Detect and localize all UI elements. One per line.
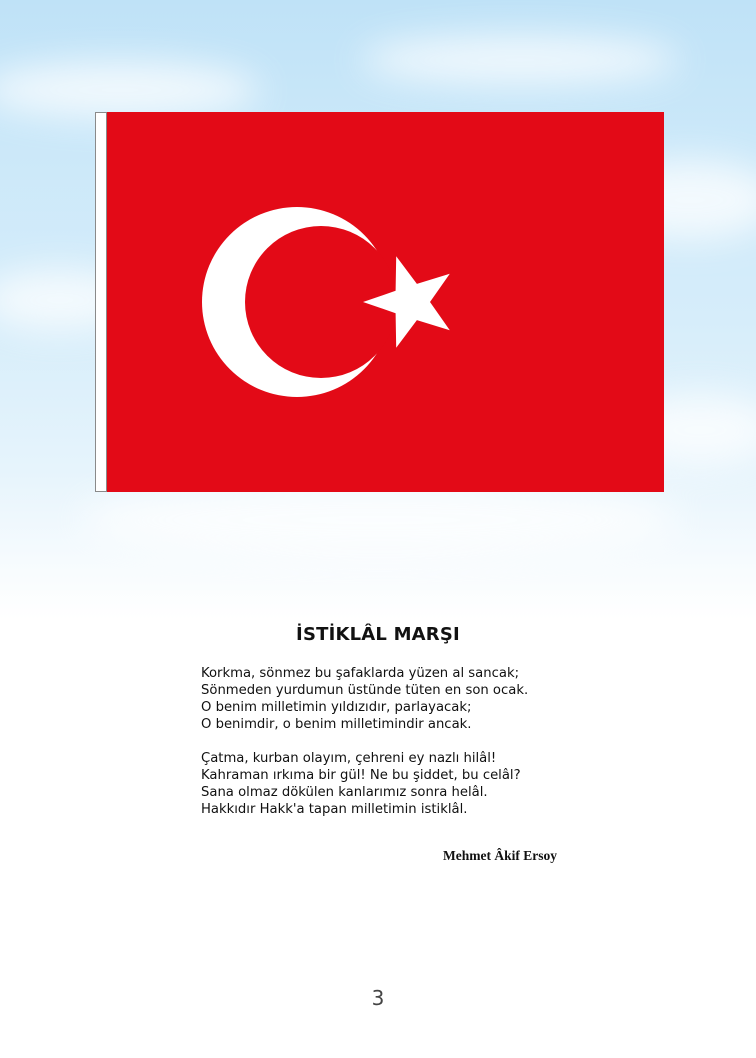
verse-line: O benimdir, o benim milletimindir ancak. xyxy=(201,717,472,732)
verse-line: Hakkıdır Hakk'a tapan milletimin istiklâl. xyxy=(201,802,468,817)
verse-line: O benim milletimin yıldızıdır, parlayacak; xyxy=(201,700,472,715)
verse-line: Sönmeden yurdumun üstünde tüten en son ocak. xyxy=(201,683,529,698)
poem-author: Mehmet Âkif Ersoy xyxy=(443,848,557,863)
verse-line: Korkma, sönmez bu şafaklarda yüzen al sancak; xyxy=(201,666,520,681)
verse-line: Kahraman ırkıma bir gül! Ne bu şiddet, bu celâl? xyxy=(201,768,521,783)
poem-stanza-2 xyxy=(201,750,756,818)
flag-pole xyxy=(95,112,107,492)
poem-section xyxy=(0,624,756,863)
verse-line: Sana olmaz dökülen kanlarımız sonra helâl. xyxy=(201,785,488,800)
turkish-flag-with-pole xyxy=(95,112,664,492)
page-number: 3 xyxy=(371,986,385,1010)
poem-title: İSTİKLÂL MARŞI xyxy=(296,624,460,645)
poem-stanza-1 xyxy=(201,665,756,733)
turkish-flag xyxy=(107,112,664,492)
verse-line: Çatma, kurban olayım, çehreni ey nazlı hilâl! xyxy=(201,751,497,766)
